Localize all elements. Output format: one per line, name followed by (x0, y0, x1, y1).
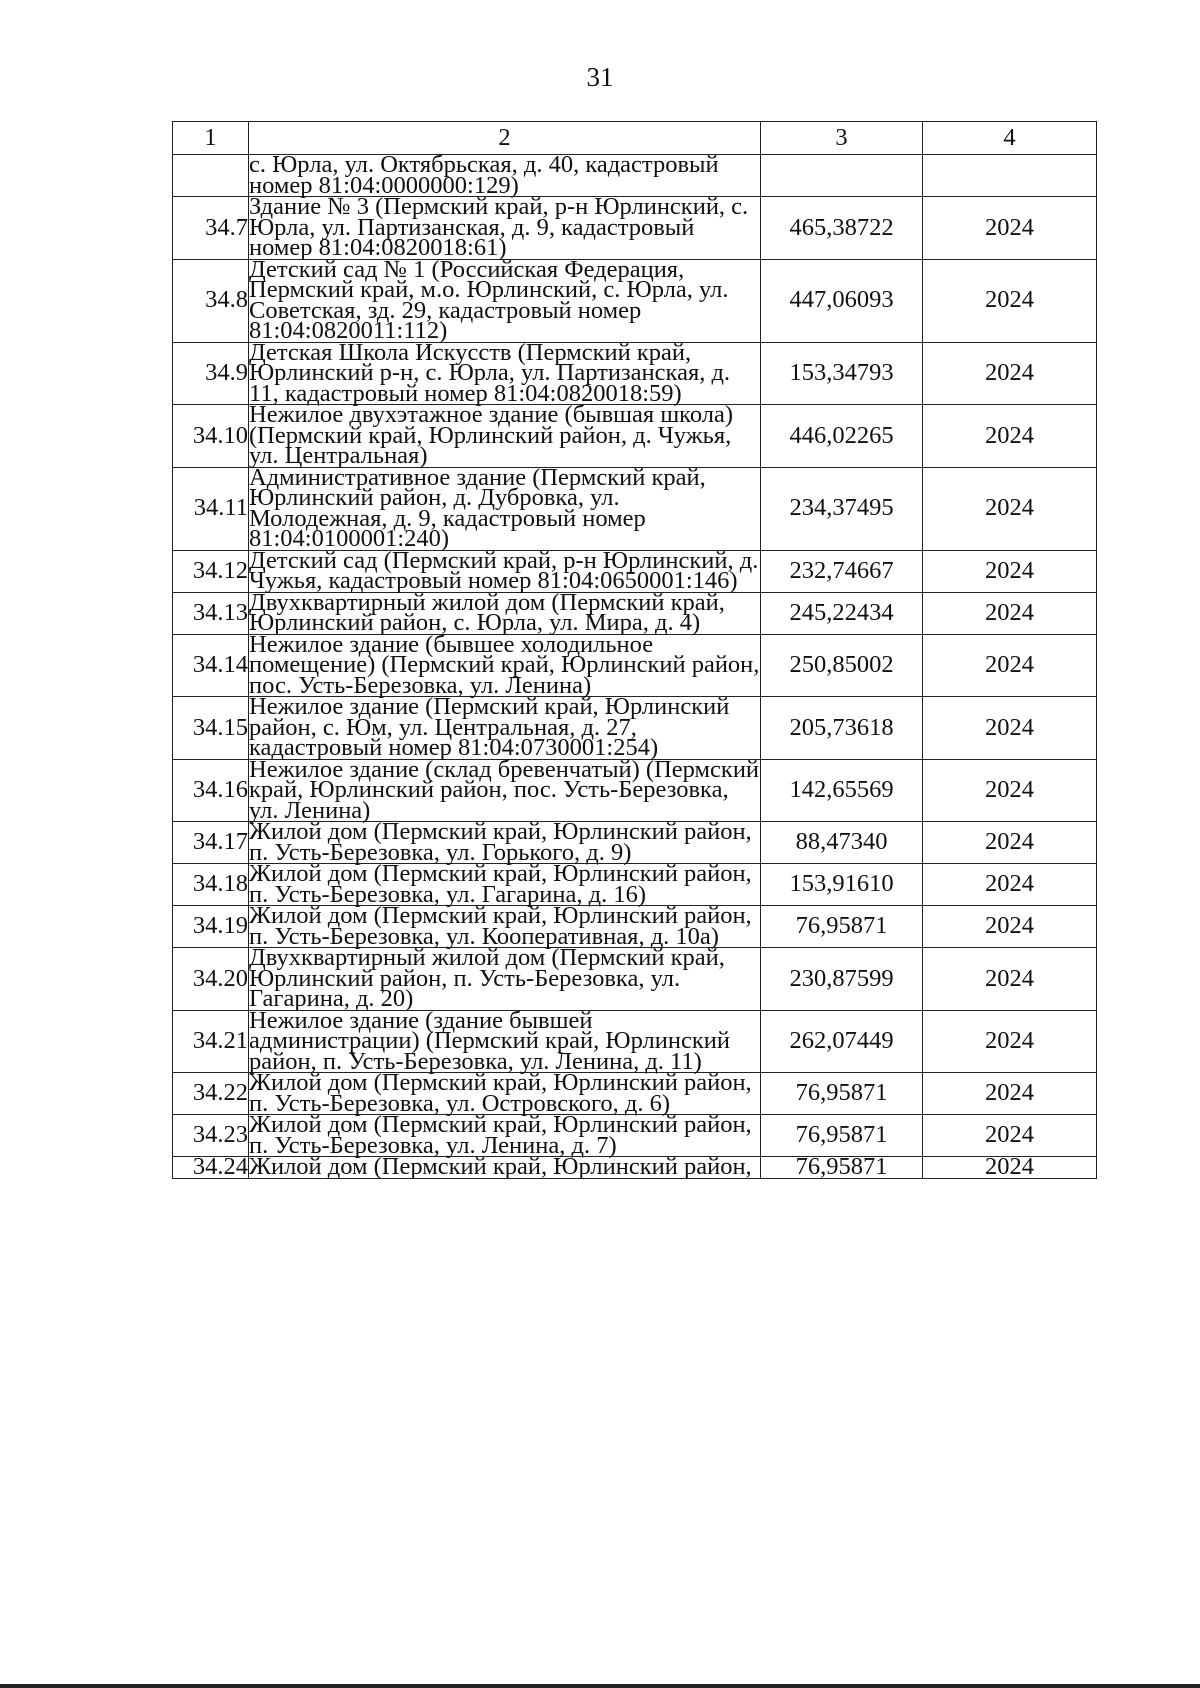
row-year: 2024 (923, 550, 1097, 592)
header-row (173, 122, 1097, 155)
row-year: 2024 (923, 592, 1097, 634)
row-value: 230,87599 (761, 948, 923, 1011)
row-description: Жилой дом (Пермский край, Юрлинский район, п. Усть-Березовка, ул. Островского, д. 6) (249, 1073, 761, 1115)
row-year: 2024 (923, 467, 1097, 550)
table-row (173, 948, 1097, 1011)
table-row (173, 197, 1097, 260)
table-row (173, 405, 1097, 468)
row-number: 34.13 (173, 592, 249, 634)
table-row (173, 822, 1097, 864)
row-description: Двухквартирный жилой дом (Пермский край, Юрлинский район, п. Усть-Березовка, ул. Гагарина, д. 20) (249, 948, 761, 1011)
row-number: 34.17 (173, 822, 249, 864)
row-value (761, 155, 923, 197)
row-description: Жилой дом (Пермский край, Юрлинский район, п. Усть-Березовка, ул. Гагарина, д. 16) (249, 864, 761, 906)
row-number: 34.10 (173, 405, 249, 468)
table-row (173, 259, 1097, 342)
table-row (173, 1073, 1097, 1115)
header-col-2: 2 (249, 122, 761, 155)
row-value: 446,02265 (761, 405, 923, 468)
row-year: 2024 (923, 822, 1097, 864)
row-description: Детский сад № 1 (Российская Федерация, Пермский край, м.о. Юрлинский, с. Юрла, ул. Советская, зд. 29, кадастровый номер 81:04:0820011:112) (249, 259, 761, 342)
row-number: 34.22 (173, 1073, 249, 1115)
row-value: 76,95871 (761, 1115, 923, 1157)
row-number: 34.9 (173, 342, 249, 405)
row-year: 2024 (923, 405, 1097, 468)
data-table (172, 121, 1097, 1179)
row-year: 2024 (923, 1010, 1097, 1073)
row-value: 153,91610 (761, 864, 923, 906)
table-row (173, 1115, 1097, 1157)
row-number: 34.11 (173, 467, 249, 550)
row-description: Нежилое здание (бывшее холодильное помещение) (Пермский край, Юрлинский район, пос. Усть-Березовка, ул. Ленина) (249, 630, 760, 699)
row-number: 34.21 (173, 1010, 249, 1073)
row-description: Нежилое двухэтажное здание (бывшая школа) (Пермский край, Юрлинский район, д. Чужья, ул. Центральная) (249, 405, 761, 468)
row-year: 2024 (923, 259, 1097, 342)
row-value: 76,95871 (761, 1073, 923, 1115)
table-row (173, 634, 1097, 697)
table-row (173, 155, 1097, 197)
row-year: 2024 (923, 1157, 1097, 1179)
table-row (173, 592, 1097, 634)
table-row (173, 864, 1097, 906)
row-value: 142,65569 (761, 759, 923, 822)
row-value: 245,22434 (761, 592, 923, 634)
table-row (173, 906, 1097, 948)
header-col-4: 4 (923, 122, 1097, 155)
row-year: 2024 (923, 1073, 1097, 1115)
row-description: Двухквартирный жилой дом (Пермский край, Юрлинский район, с. Юрла, ул. Мира, д. 4) (249, 592, 761, 634)
row-year: 2024 (923, 906, 1097, 948)
row-value: 88,47340 (761, 822, 923, 864)
table-row (173, 697, 1097, 760)
row-number: 34.23 (173, 1115, 249, 1157)
row-description: Нежилое здание (Пермский край, Юрлинский район, с. Юм, ул. Центральная, д. 27, кадастровый номер 81:04:0730001:254) (249, 697, 761, 760)
row-value: 250,85002 (761, 634, 923, 697)
page-number: 31 (586, 62, 614, 92)
row-year: 2024 (923, 197, 1097, 260)
row-value: 232,74667 (761, 550, 923, 592)
row-number: 34.24 (173, 1157, 249, 1179)
row-number: 34.12 (173, 550, 249, 592)
row-number: 34.8 (173, 259, 249, 342)
row-value: 262,07449 (761, 1010, 923, 1073)
table-row (173, 1010, 1097, 1073)
row-year: 2024 (923, 864, 1097, 906)
row-description: Административное здание (Пермский край, Юрлинский район, д. Дубровка, ул. Молодежная, д. 9, кадастровый номер 81:04:0100001:240) (249, 467, 761, 550)
row-year: 2024 (923, 1115, 1097, 1157)
row-number: 34.14 (173, 634, 249, 697)
row-description: Нежилое здание (склад бревенчатый) (Пермский край, Юрлинский район, пос. Усть-Березовка, ул. Ленина) (249, 755, 760, 824)
row-year: 2024 (923, 342, 1097, 405)
row-description: Жилой дом (Пермский край, Юрлинский район, (249, 1157, 761, 1179)
row-value: 153,34793 (761, 342, 923, 405)
table-row (173, 467, 1097, 550)
row-year (923, 155, 1097, 197)
row-year: 2024 (923, 634, 1097, 697)
row-description: Жилой дом (Пермский край, Юрлинский район, п. Усть-Березовка, ул. Кооперативная, д. 10а) (249, 906, 761, 948)
row-value: 205,73618 (761, 697, 923, 760)
row-description: Здание № 3 (Пермский край, р-н Юрлинский, с. Юрла, ул. Партизанская, д. 9, кадастровый номер 81:04:0820018:61) (249, 197, 761, 260)
row-year: 2024 (923, 697, 1097, 760)
row-number: 34.19 (173, 906, 249, 948)
header-col-3: 3 (761, 122, 923, 155)
row-description: Детский сад (Пермский край, р-н Юрлинский, д. Чужья, кадастровый номер 81:04:0650001:146) (249, 550, 761, 592)
row-description: Детская Школа Искусств (Пермский край, Юрлинский р-н, с. Юрла, ул. Партизанская, д. 11, кадастровый номер 81:04:0820018:59) (249, 342, 761, 405)
row-value: 447,06093 (761, 259, 923, 342)
row-number: 34.18 (173, 864, 249, 906)
header-col-1: 1 (173, 122, 249, 155)
row-description: с. Юрла, ул. Октябрьская, д. 40, кадастровый номер 81:04:0000000:129) (249, 155, 761, 197)
row-year: 2024 (923, 948, 1097, 1011)
table-row (173, 759, 1097, 822)
row-value: 76,95871 (761, 1157, 923, 1179)
table-row (173, 342, 1097, 405)
scan-border-line (0, 1684, 1200, 1688)
row-value: 465,38722 (761, 197, 923, 260)
row-number (173, 155, 249, 197)
row-description: Жилой дом (Пермский край, Юрлинский район, п. Усть-Березовка, ул. Горького, д. 9) (249, 822, 761, 864)
row-year: 2024 (923, 759, 1097, 822)
row-value: 76,95871 (761, 906, 923, 948)
table-row (173, 550, 1097, 592)
table-row (173, 1157, 1097, 1179)
row-value: 234,37495 (761, 467, 923, 550)
row-number: 34.7 (173, 197, 249, 260)
row-description: Нежилое здание (здание бывшей администрации) (Пермский край, Юрлинский район, п. Усть-Березовка, ул. Ленина, д. 11) (249, 1010, 761, 1073)
row-number: 34.15 (173, 697, 249, 760)
row-description: Жилой дом (Пермский край, Юрлинский район, п. Усть-Березовка, ул. Ленина, д. 7) (249, 1115, 761, 1157)
row-number: 34.20 (173, 948, 249, 1011)
row-number: 34.16 (173, 759, 249, 822)
